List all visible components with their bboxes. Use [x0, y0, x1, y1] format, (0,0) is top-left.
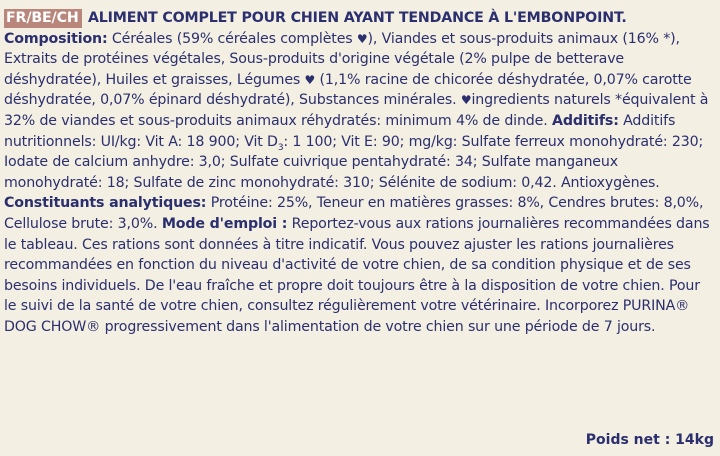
- heart-icon: ♥: [356, 31, 368, 46]
- additifs-heading: Additifs:: [551, 112, 619, 129]
- mode-emploi-text: Reportez-vous aux rations journalières recommandées dans le tableau. Ces rations sont données à titre indicatif. Vous pouvez ajuster les rations journalières recommandées en fonction du niveau d'activité de votre chien, de sa condition physique et de ses besoins individuels. De l'eau fraîche et propre doit toujours être à la disposition de votre chien. Pour le suivi de la santé de votre chien, consultez régulièrement votre vétérinaire. Incorporez PURINA® DOG CHOW® progressivement dans l'alimentation de votre chien sur une période de 7 jours.: [4, 215, 710, 335]
- composition-text-4: ingredients naturels *équivalent à 32% de viandes et sous-produits animaux réhydratés: minimum 4% de dinde.: [4, 92, 709, 129]
- composition-text-3: (1,1% racine de chicorée déshydratée, 0,07% carotte déshydratée, 0,07% épinard déshydraté), Substances minérales.: [4, 71, 692, 109]
- net-weight: Poids net : 14kg: [585, 432, 714, 448]
- composition-text-1: Céréales (59% céréales complètes: [111, 30, 353, 47]
- vitamin-d-subscript: 3: [277, 142, 284, 153]
- composition-text-2: ), Viandes et sous-produits animaux (16% *), Extraits de protéines végétales, Sous-produits d'origine végétale (2% pulpe de betterave déshydratée), Huiles et graisses, Légumes: [4, 30, 680, 88]
- label-text-block: [4, 8, 714, 338]
- constituants-text: Protéine: 25%, Teneur en matières grasses: 8%, Cendres brutes: 8,0%, Cellulose brute: 3,0%.: [4, 195, 704, 232]
- country-badge: FR/BE/CH: [4, 9, 82, 28]
- heart-icon: ♥: [460, 93, 472, 108]
- composition-heading: Composition:: [4, 30, 108, 47]
- additifs-text-2: : 1 100; Vit E: 90; mg/kg: Sulfate ferreux monohydraté: 230; Iodate de calcium anhydre: 3,0; Sulfate cuivrique pentahydraté: 34; Sulfate manganeux monohydraté: 18; Sulfate de zinc monohydraté: 310; Sélénite de sodium: 0,42. Antioxygènes.: [4, 133, 704, 191]
- additifs-text-1: Additifs nutritionnels: UI/kg: Vit A: 18 900; Vit D: [4, 112, 676, 150]
- mode-emploi-heading: Mode d'emploi :: [161, 215, 288, 232]
- constituants-heading: Constituants analytiques:: [4, 195, 207, 212]
- heart-icon: ♥: [304, 72, 316, 87]
- product-title: ALIMENT COMPLET POUR CHIEN AYANT TENDANCE À L'EMBONPOINT.: [87, 10, 627, 26]
